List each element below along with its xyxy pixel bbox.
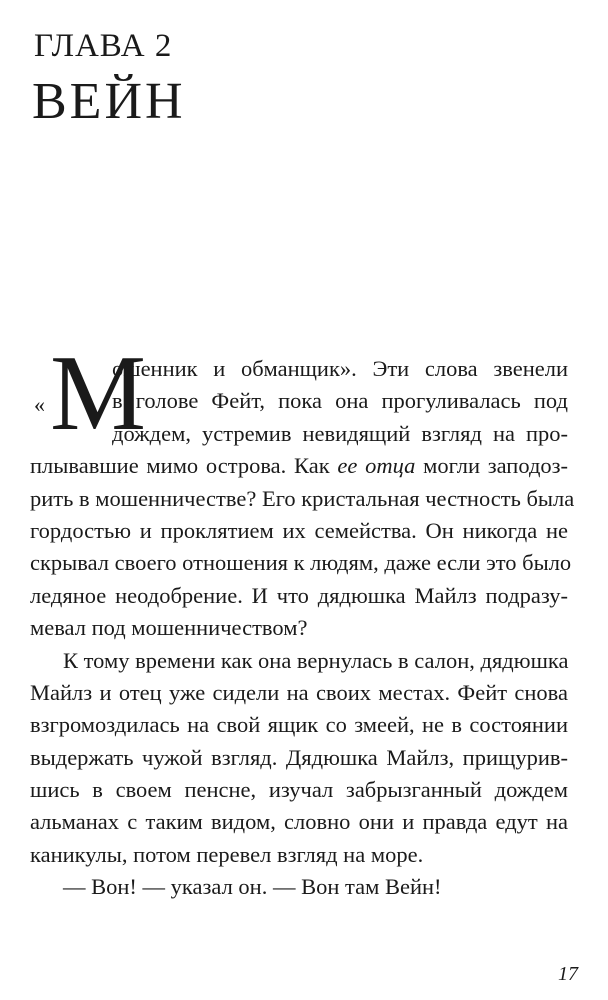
text-line: Майлз и отец уже сидели на своих местах. Фейт снова xyxy=(30,679,568,705)
dropcap-group xyxy=(30,334,147,453)
text-line: ошенник и обманщик». Эти слова звенели xyxy=(112,356,568,381)
text-line: альманах с таким видом, словно они и правда едут на xyxy=(30,809,568,835)
text-line: К тому времени как она вернулась в салон, дядюшка xyxy=(63,647,569,673)
text-line: дождем, устремив невидящий взгляд на про- xyxy=(112,420,568,446)
opening-quote-mark: « xyxy=(34,392,45,417)
text-line: скрывал своего отношения к людям, даже если это было xyxy=(30,550,572,576)
page-number: 17 xyxy=(558,963,578,985)
text-line: рить в мошенничестве? Его кристальная честность была xyxy=(30,485,575,511)
text-line: ледяное неодобрение. И что дядюшка Майлз подразу- xyxy=(30,582,568,608)
text-segment: плывавшие мимо острова. Как xyxy=(30,453,330,479)
chapter-title: ВЕЙН xyxy=(32,73,186,130)
text-line: в голове Фейт, пока она прогуливалась под xyxy=(112,388,568,414)
chapter-label: ГЛАВА 2 xyxy=(34,28,173,64)
italic-phrase: ее отца xyxy=(337,453,416,479)
body-text xyxy=(30,334,575,904)
paragraph-2 xyxy=(30,645,568,872)
drop-cap-letter: М xyxy=(50,334,147,453)
text-line: выдержать чужой взгляд. Дядюшка Майлз, прищурив- xyxy=(30,744,568,770)
text-line: гордостью и проклятием их семейства. Он никогда не xyxy=(30,517,568,543)
text-line: взгромоздилась на свой ящик со змеей, не в состоянии xyxy=(30,712,568,738)
paragraph-3 xyxy=(30,871,568,903)
text-line xyxy=(30,450,568,482)
text-line: мевал под мошенничеством? xyxy=(30,615,308,641)
text-segment: могли заподоз- xyxy=(423,453,569,479)
text-line: — Вон! — указал он. — Вон там Вейн! xyxy=(63,874,442,900)
text-line: шись в своем пенсне, изучал забрызганный дождем xyxy=(30,777,568,803)
text-line: каникулы, потом перевел взгляд на море. xyxy=(30,841,424,867)
